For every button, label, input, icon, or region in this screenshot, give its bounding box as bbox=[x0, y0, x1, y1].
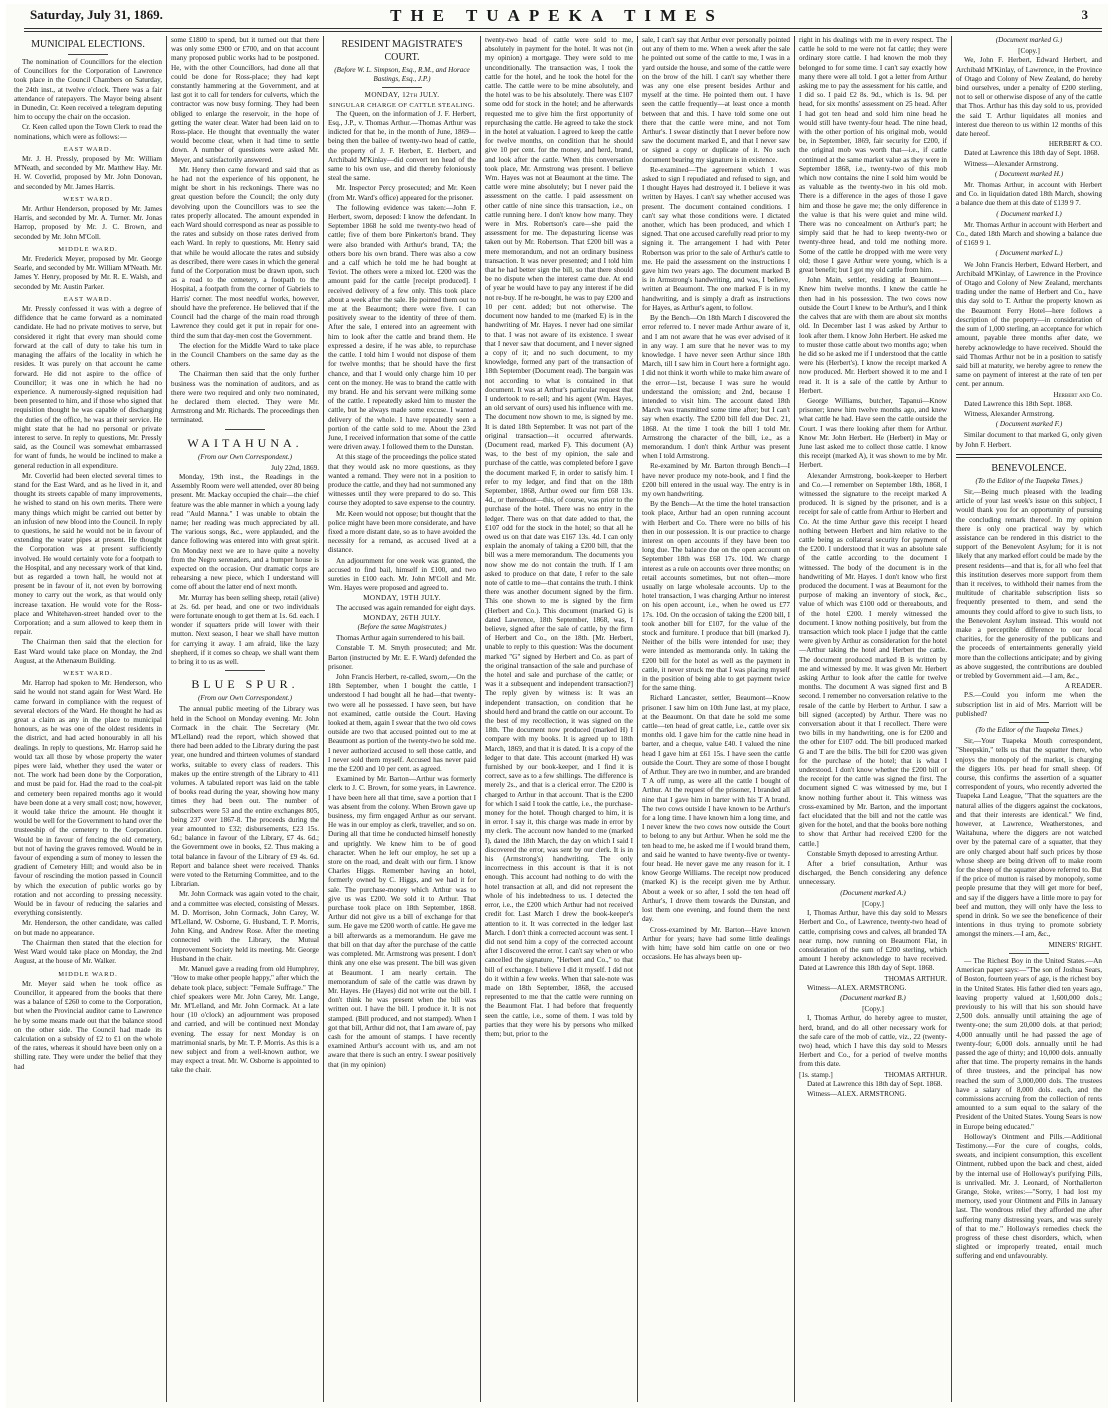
letter-salutation: (To the Editor of the Tuapeka Times.) bbox=[975, 476, 1083, 485]
signature: Herbert and Co. bbox=[1053, 390, 1102, 399]
article-paragraph: The nomination of Councillors for the election of Councillors for the Corporation of Lawrence took place in the Council Chambers on Saturday, the 24th inst., at twelve o'clock. There was a fair attendance of ratepayers. The Mayor being absent in Dunedin, Cr. Keen received a telegram deputing him to occupy the chair on the occasion. bbox=[14, 58, 162, 122]
article-paragraph: John Main, settler, residing at Beaumont—Knew him twelve months. I knew the cattle he then had in his possession. The two cows now outside the Court I knew to be Arthur's, and I think the calves that are with them are about six months old. In December last I was asked by Arthur to look after them. I know John Herbert. He asked me to muster those cattle about two months ago; when he did so he asked me if I understood that the cattle were his (Herbert's). I know the receipt marked A now produced. Mr. Herbert showed it to me and I read it. It is a sale of the cattle by Arthur to Herbert. bbox=[799, 276, 947, 395]
stamp-note bbox=[799, 1071, 947, 1080]
court-magistrates: (Before W. L. Simpson, Esq., R.M., and Horace Bastings, Esq., J.P.) bbox=[334, 66, 470, 84]
column-5 bbox=[642, 36, 790, 1402]
column-divider bbox=[951, 36, 952, 1402]
document-text: Mr. Thomas Arthur, in account with Herbert and Co. in liquidation dated 18th March, showing a balance due them at this date of £139 9 7. bbox=[956, 181, 1102, 208]
letter-salutation: (To the Editor of the Tuapeka Times.) bbox=[975, 726, 1083, 735]
signature: THOMAS ARTHUR. bbox=[884, 1070, 947, 1079]
article-paragraph: right in his dealings with me in every respect. The cattle he sold to me were not fat cattle; they were ordinary store cattle. I had known the mob they belonged to for some time. I can't say exactly how many there were all told. I got a letter from Arthur asking me to pay the assessment for his cattle, and I did so. I paid £2 8s. 9d., which is 1s. 9d. per head, for six months' assessment on 25 head. After I had got ten head and sold him nine head he would still have twenty-four head. The nine head, with the other portion of his original mob, would be, in September, 1869, fair security for £200, if the original mob was worth that—i.e., if cattle continued at the same market value as they were in September 1868, i.e., twenty-two of this mob which now contains the nine I sold him would be as valuable as the twenty-two in his old mob. There is a difference in the ages of those I gave him and those he gave me; the only difference in the value is that his were quiet and mine wild. There was no concealment on Arthur's part; he simply said that he had to keep twenty-two or twenty-three head, and told me nothing more. Some of the cattle he dropped with me were very old; those I gave Arthur were young, which is a great benefit; but I got my old cattle from him. bbox=[799, 36, 947, 275]
column-divider bbox=[637, 36, 638, 1402]
article-paragraph: Mr. Frederick Meyer, proposed by Mr. George Searle, and seconded by Mr. William M'Neath. Mr. James Y. Henry, proposed by Mr. R. E. Walsh, and seconded by Mr. Austin Parker. bbox=[14, 255, 162, 291]
column-7 bbox=[956, 36, 1102, 1402]
article-paragraph: After a brief consultation, Arthur was discharged, the Bench considering any defence unnecessary. bbox=[799, 860, 947, 887]
article-paragraph: Mr. Meyer said when he took office as Councillor, it appeared from the books that there was a balance of £260 to come to the Corporation, but when the Provincial auditor came to Lawrence he by some means made out that the balance stood on the other side. The Council had made its calculation on a subsidy of £2 to £1 on the whole of the rates, whereas it should have been only on a shilling rate. They were under the belief that they had bbox=[14, 979, 162, 1071]
article-paragraph: Mr. Keen would not oppose; but thought that the police might have been more considerate, and have fixed a more distant date, so as to have avoided the necessity for a remand, as accused lived at a distance. bbox=[328, 509, 476, 555]
document-label: ( Document marked H.) bbox=[994, 169, 1064, 178]
article-paragraph: twenty-two head of cattle were sold to me, absolutely in payment for the hotel. It was not (in my opinion) a mortgage. They were sold to me unconditionally. The transaction was, I took the cattle for the hotel, and he took the hotel for the cattle. The cattle were to be mine absolutely, and the hotel was to be his absolutely. There was £107 some odd for stock in the hotel; and he afterwards requested me to give him the first opportunity of repurchasing the cattle. He agreed to take the stock in the hotel at valuation. I agreed to keep the cattle for twelve months, on condition that he should give 10 per cent. for the money, and herd, brand, and look after the cattle. When this conversation took place, Mr. Armstrong was present. I believe Wm. Hayes was not at Beaumont at the time. The cattle were mine absolutely; but I never paid the assessment on the cattle. I paid assessment on other cattle of nine since this transaction, i.e., on cattle running here. I don't know how many. They were in Mrs. Robertson's care—she paid the assessment for me. The depasturing license was taken out by Mr. Robertson. That £200 bill was a mere memorandum, and not an ordinary business transaction. It was never presented; and I told him that he had better sign the bill, so that there should be no dispute when the interest came due. At end of year he would have to pay any interest if he did not re-buy. If he re-bought, he was to pay £200 and 10 per cent. added; but not otherwise. The document now handed to me (marked E) is in the handwriting of Mr. Hayes. I never had one similar to that. I was not aware of its existence. I swear that I never saw that document, and I never signed a copy of it; and no such document, to my knowledge, formed any part of the transaction of 18th September (Document read). The bargain was not according to what is contained in that document. It was at Arthur's particular request that I undertook to re-sell; and his agent (Wm. Hayes, an old servant of ours) used his influence with me. The document now shown to me, is signed by me. It is dated 18th September. It was not part of the original transaction—it occurred afterwards. (Document read, marked F). This document (A) was, to the best of my opinion, the sale and purchase of the cattle, was completed before I gave the document marked F, in order to satisfy him. I refer to my ledger, and find that on the 18th September, 1868, Arthur owed our firm £68 13s. 4d., or thereabout—this, of course, was prior to the purchase of the hotel. There was no entry in the ledger. There was on that date added to that, the £107 odd for the stock in the hotel; so that all he owed us on that date was £167 13s. 4d. I can only explain the anomaly of taking a £200 bill, that the bill was a mere memorandum. The documents you now show me do not contain the truth. If I am asked to produce on that date, I refer to the sale note of cattle to me—that contains the truth. I think there was another document signed by the firm. This one shown to me is signed by the firm (Herbert and Co.). This document (marked G) is dated Lawrence, 18th September, 1868, was, I believe, signed after the sale of cattle, by the firm of Herbert and Co., on the 18th. [Mr. Herbert, unable to reply to this question: Was the document marked "G" signed by Herbert and Co. as part of the original transaction of the sale and purchase of the hotel and sale and purchase of the cattle; or was it a subsequent and independent transaction?] The reply given by witness is: It was an independent transaction, on condition that he should herd and brand the cattle on our account. To the best of my recollection, it was signed on the 18th. The document now produced (marked H) I compare with my books. It is agreed up to 18th March, 1869, and that it is dated. It is a copy of the ledger to that date. This account (marked H) was furnished by our book-keeper, and I find it is correct, save as to a few shillings. The difference is merely 2s., and that is a clerical error. The £200 is charged to Arthur in that account. That is the £200 for which I said I took the cattle, i.e., the purchase-money for the hotel. Though charged to him, it is in error. I say it, this charge was made in error by my clerk. The account now handed to me (marked I), dated the 18th March, the day on which I said I discovered the error, was sent by our clerk. It is in his (Armstrong's) handwriting. The only incorrectness in this account is that it is not enough. This account had nothing to do with the hotel transaction at all, and did not represent the whole of his indebtedness to us. I detected the error, i.e., the £200 which Arthur had not received credit for. Last March I drew the book-keeper's attention to it. It was corrected in the ledger last March. I don't think a corrected account was sent. I did not send him a copy of the corrected account after I discovered the error. I can't say when or who cancelled the signature, "Herbert and Co.," to that bill of exchange. I believe I did it myself. I did not do it within a few weeks. When that sale-note was made on 18th September, 1868, the accused represented to me that the cattle were running on the Beaumont Flat. I had before that frequently seen the cattle, i.e., some of them. I was told by parties that they were his by persons who milked them; but, prior to the bbox=[485, 36, 633, 1038]
masthead-rule-2 bbox=[24, 31, 1102, 32]
document-label: (Document marked G.) bbox=[995, 36, 1063, 44]
witness-line: Witness, Alexander Armstrong. bbox=[964, 409, 1055, 418]
dated-line: Dated at Lawrence this 18th day of Sept. 1868. bbox=[964, 149, 1100, 158]
article-paragraph: Mr. Manuel gave a reading from old Humphrey, "How to make other people happy," after which the debate took place, subject: "Female Suffrage." The chief speakers were Mr. John Carey, Mr. Lange, Mr. M'Lelland, and Mr. John Cormack. At a late hour (10 o'clock) an adjournment was proposed and carried, and will be continued next Monday evening. The essay for next Monday is on matrimonial snarls, by Mr. T. P. Morris. As this is a new subject and from a well-known author, we may expect a treat. Mr. W. Osborne is appointed to take the chair. bbox=[171, 965, 319, 1075]
column-6 bbox=[799, 36, 947, 1402]
article-paragraph: Mr. Inspector Percy prosecuted; and Mr. Keen (from Mr. Ward's office) appeared for the prisoner. bbox=[328, 184, 476, 202]
issue-date: Saturday, July 31, 1869. bbox=[30, 7, 163, 22]
article-paragraph: Mr. Coverlid had been elected several times to stand for the East Ward, and as he lived in it, and thought its streets capable of many improvements, he wished to stand on his own merits. There were many things which might be carried out better by an infusion of new blood into the Council. In reply to questions, he said he would not be in favour of extending the water pipes at present. He thought the Corporation was at present sufficiently involved. He would certainly vote for a footpath to the Hospital, and any necessary work of that kind, but as regarded a town hall, he would not at present be in favour of it, not even by borrowing money to carry out the work, as that would only increase taxation. He would vote for the Ross-place and Whitehaven-street handed over to the Corporation; and a sum allowed to keep them in repair. bbox=[14, 471, 162, 637]
column-divider bbox=[166, 36, 167, 1402]
masthead bbox=[6, 4, 1108, 28]
column-divider bbox=[480, 36, 481, 1402]
dated-line: Dated Lawrence this 18th Sept. 1868. bbox=[964, 399, 1073, 408]
copy-label: [Copy.] bbox=[1018, 47, 1040, 56]
newspaper-page bbox=[6, 4, 1108, 1408]
blue-spur-heading: BLUE SPUR. bbox=[191, 677, 299, 692]
article-paragraph: At this stage of the proceedings the police stated that they would ask no more questions, as they wanted a remand. They were not in a position to produce the cattle, and they had not summoned any witnesses until they were prepared to do so. This course they adopted to save expense to the country. bbox=[328, 453, 476, 508]
divider bbox=[382, 87, 422, 88]
article-paragraph: Constable Smyth deposed to arresting Arthur. bbox=[807, 849, 938, 858]
court-date: MONDAY, 12th JULY. bbox=[364, 91, 440, 100]
correspondent-line: (From our Own Correspondent.) bbox=[197, 452, 293, 461]
ward-heading: MIDDLE WARD. bbox=[58, 245, 118, 253]
news-item: — The Richest Boy in the United States.—An American paper says:—"The son of Joshua Sears, of Boston, fourteen years of age, is the richest boy in the United States. His father died ten years ago, leaving property valued at 1,600,000 dols.; previously to his will that his son should have 2,500 dols. annually until attaining the age of twenty-one; the sum 20,000 dols. at that period; 4,000 annually until he had passed the age of twenty-four; 6,000 dols. annually until he had passed the age of thirty; and 10,000 dols. annually after that time. The property remains in the hands of three trustees, and the principal has now reached the sum of 3,000,000 dols. The trustees have a salary of 8,000 dols. each, and the commissions accruing from the collection of rents amounted to a sum equal to the salary of the President of the United States. Young Sears is now in Europe being educated." bbox=[956, 956, 1102, 1131]
article-paragraph: By the Bench—On 18th March I discovered the error referred to. I never made Arthur aware of it, and I am not aware that he was ever advised of it in any way. I am sure that he never was to my knowledge. I have never seen Arthur since 18th March, till I saw him in Court here a fortnight ago. I did not think it worth while to make him aware of the error—1st, because I was sure he would understand the omission; and 2nd, because I intended to visit him. The account dated 18th March was transmitted some time after; but I can't say when exactly. The £200 bill fell due Dec. 21, 1868. At the time I took the bill I told Mr. Armstrong the character of the bill, i.e., as a memorandum. I don't think Arthur was present when I told Armstrong. bbox=[642, 314, 790, 461]
article-paragraph: Mr. John Cormack was again voted to the chair, and a committee was elected, consisting of Messrs. M. D. Morrison, John Cormack, John Carey, W. M'Lelland, W. Osborne, G. Husband, T. P. Morris, John King, and Andrew Rose. After the meeting connected with the Library, the Mutual Improvement Society held its meeting. Mr. George Husband in the chair. bbox=[171, 890, 319, 963]
court-magistrates: (Before the same Magistrates.) bbox=[357, 622, 447, 631]
signature: THOMAS ARTHUR. bbox=[884, 974, 947, 983]
article-paragraph: Mr. J. H. Pressly, proposed by Mr. William M'Neath, and seconded by Mr. Matthew Hay. Mr. H. W. Coverlid, proposed by Mr. John Donovan, and seconded by Mr. James Harris. bbox=[14, 155, 162, 191]
article-paragraph: Richard Lancaster, settler, Beaumont—Know prisoner. I saw him on 10th June last, at my place, at the Beaumont. On that date he sold me some cattle—ten head of great cattle, i.e., cattle over six months old. I gave him for the cattle nine head in barter, and a cheque, value £40. I valued the nine head I gave him at £61 15s. I have seen the cattle outside the Court. They are some of those I bought of Arthur. They are two in number, and are branded T A off rump, as were all the cattle I bought of Arthur. At the request of the prisoner, I branded all nine that I gave him in barter with his T A brand. The two cows outside I have known to be Arthur's for a long time. I have known him a long time, and I never knew the two cows now outside the Court to belong to any but Arthur. When he sold me the ten head to me, he asked me if I would brand them, and said he wanted to have twenty-five or twenty-four head. He never gave me any reason for it. I know George Williams. The receipt now produced (marked K) is the receipt given me by Arthur. About a week or so after, I sold the ten head off Arthur's, I drove them towards the Dunstan, and lost them one evening, and found them the next day. bbox=[642, 694, 790, 924]
ward-heading: MIDDLE WARD. bbox=[58, 970, 118, 978]
benevolence-heading: BENEVOLENCE. bbox=[991, 462, 1067, 474]
divider bbox=[68, 54, 108, 55]
document-text: We, John F. Herbert, Edward Herbert, and Archibald M'Kinlay, of Lawrence, in the Province of Otago and Colony of New Zealand, do hereby bind ourselves, under a penalty of £200 sterling, not to sell or otherwise dispose of any of the cattle that Thos. Arthur has this day sold to us, provided the said T. Arthur liquidates all monies and interest due thereon to us within 12 months of this date hereof. bbox=[956, 56, 1102, 139]
article-paragraph: The Queen, on the information of J. F. Herbert, Esq., J.P., v. Thomas Arthur.—Thomas Arthur was indicted for that he, in the month of June, 1869—being then the bailee of twenty-two head of cattle, the property of J. F. Herbert, E. Herbert, and Archibald M'Kinlay—did convert ten head of the same to his own use, and did thereby feloniously steal the same. bbox=[328, 109, 476, 183]
signature: HERBERT & CO. bbox=[1048, 140, 1102, 149]
divider bbox=[225, 670, 265, 671]
article-paragraph: sale, I can't say that Arthur ever personally pointed out any of them to me. When a week after the sale he pointed out some of the cattle to me, I was in a yard outside the house, and some of the cattle were on the brow of the hill. I can't say whether there was any one else present besides Arthur and myself at the time. He pointed them out. I have seen the cattle frequently—at least once a month between that and this. I have told some one out there that the cattle were mine, and not Tom Arthur's. I swear distinctly that I never before now saw the document marked E, and that I never saw or signed a copy or duplicate of it. No such document bearing my signature is in existence. bbox=[642, 36, 790, 164]
article-paragraph: Mr. Murray has been selling sheep, retail (alive) at 2s. 6d. per head, and one or two individuals were fortunate enough to get them at 1s. 6d. each. I wonder if squatters pride will lower with their mutton. Next season, I hear we shall have mutton for carrying it away. I am afraid, like the lazy shepherd, if it comes so cheap, we shall want them to bring it to us as well. bbox=[171, 593, 319, 666]
case-title: SINGULAR CHARGE OF CATTLE STEALING. bbox=[329, 101, 475, 109]
article-paragraph: By the Bench—At the time the hotel transaction took place, Arthur had an open running account with Herbert and Co. There were no bills of his then in our possession. It is our practice to charge interest on open accounts if they have been too long due. The balance due on the open account on September 18th was £68 17s. 10d. We charge interest as a rule on accounts over three months; on retail accounts sometimes, but not often—more usually on large wholesale accounts. Up to the hotel transaction, I was charging Arthur no interest on his open account, i.e., when he owed us £77 17s. 10d. On the occasion of taking the £200 bill, I took another bill for £107, for the value of the stock and furniture. I produce that bill (marked J). Neither of the bills were intended for use; they were intended as memoranda only. In taking the £200 bill for the hotel as well as the payment in cattle, it never struck me that I was placing myself in the position of being able to get payment twice for the same thing. bbox=[642, 500, 790, 693]
article-paragraph: Alexander Armstrong, book-keeper to Herbert and Co.—I remember on September 18th, 1868, I witnessed the signature to the receipt marked A produced. It is signed by the prisoner, and is a receipt for sale of cattle from Arthur to Herbert and Co. At the time Arthur gave this receipt I heard nothing between Herbert and him relative to the cattle being as collateral security for payment of the £200. I understood that it was an absolute sale of the cattle according to the document I witnessed. The body of the document is in the handwriting of Mr. Hayes. I don't know who first produced the document. I was at Beaumont for the purpose of making an inventory of stock, &c., value of which was £100 odd or thereabouts, and of the hotel £200. I merely witnessed the document. I know nothing positively, but from the transaction which took place I judge that the cattle were given by Arthur as consideration for the hotel—Arthur taking the hotel and Herbert the cattle. The document produced marked B is written by me and witnessed by me. It was given Mr. Herbert asking Arthur to look after the cattle for twelve months. The document A was signed first and B second. I remember no conversation relative to the resale of the cattle by Herbert to Arthur. I saw a bill signed (accepted) by Arthur. There was no conversation about it that I recollect. There were two bills in my handwriting, one is for £200 and the other for £107 odd. The bill produced marked G and T are the bills. The bill for £200 was given for the purchase of the hotel; that is what I understood. I don't know whether the £200 bill or the receipt for the cattle was signed the first. The document signed C was witnessed by me, but I know nothing further about it. This witness was cross-examined by Mr. Barton, and the important fact elucidated that the bill and not the cattle was given for the hotel, and that the books bore nothing to show that Arthur had received £200 for the cattle.] bbox=[799, 471, 947, 848]
ward-heading: EAST WARD. bbox=[63, 295, 113, 303]
document-text: We John Francis Herbert, Edward Herbert, and Archibald M'Kinlay, of Lawrence in the Province of Otago and Colony of New Zealand, merchants trading under the name of Herbert and Co., have this day sold to T. Arthur the property known as the Beaumont Ferry Hotel—here follows a description of the property—in consideration of the sum of 1,000 sterling, an acceptance for which amount, payable three months after date, we hereby acknowledge to have received. Should the said Thomas Arthur not be in a position to satisfy said bill at maturity, we hereby agree to renew the same on payment of interest at the rate of ten per cent. per annum. bbox=[956, 260, 1102, 389]
column-3 bbox=[328, 36, 476, 1402]
article-paragraph: Mr. Henderson, the other candidate, was called on but made no appearance. bbox=[14, 919, 162, 937]
article-paragraph: Mr. Harrop had spoken to Mr. Henderson, who said he would not stand again for West Ward. He came forward in compliance with the request of several electors of the Ward. He thought he had as great a claim as any in the place to municipal honours, as he was one of the oldest residents in the district, and had acted honourably in all his dealings. In reply to questions, Mr. Harrop said he would tax all those by whose property the water pipes were laid, whether they used the water or not. The work had been done by the Corporation, and must be paid for. Had the road to the coal-pit and cemetery been repaired months ago it would have been done at a very small cost; now, however, it would take thrice the amount. He thought it would be well for the Government to hand over the trusteeship of the cemetery to the Corporation. Would be in favour of fencing the old cemetery, but not of having the graves removed. Would be in favour of expending a sum of money to lessen the gradient of Cemetery Hill; and would also be in favour of rescinding the motion passed in Council by which the execution of public works go by rotation and not according to pressing necessity. Would be in favour of reducing the salaries and everything consistently. bbox=[14, 679, 162, 918]
article-paragraph: George Williams, butcher, Tapanui—Know prisoner; knew him twelve months ago, and knew what cattle he had. Have seen the cattle outside the Court. I was there looking after them for Arthur. Know Mr. John Herbert. He (Herbert) in May or June last asked me to collect those cattle. I know this receipt (marked A), it was shown to me by Mr. Herbert. bbox=[799, 396, 947, 470]
newspaper-title: THE TUAPEKA TIMES bbox=[390, 6, 724, 25]
article-paragraph: An adjournment for one week was granted, the accused to find bail, himself in £100, and two sureties in £100 each. Mr. John M'Coll and Mr. Wm. Hayes were proposed and agreed to. bbox=[328, 556, 476, 593]
article-paragraph: Cross-examined by Mr. Barton—Have known Arthur for years; have had some little dealings with him; have sold him cattle on one or two occasions. He has always been up- bbox=[642, 925, 790, 962]
column-divider bbox=[323, 36, 324, 1402]
copy-label: [Copy.] bbox=[862, 899, 884, 908]
column-2 bbox=[171, 36, 319, 1402]
article-paragraph: The Chairman then stated that the election for West Ward would take place on Monday, the 2nd August, at the house of Mr. Walker. bbox=[14, 938, 162, 966]
article-paragraph: Examined by Mr. Barton—Arthur was formerly clerk to J. C. Brown, for some years, in Lawrence. I have been here all that time, save a portion that I was absent from the colony. When Brown gave up business, my firm engaged Arthur as our servant. He was in our employ as clerk, traveller, and so on. During all that time he conducted himself honestly and uprightly. We knew him to be of good character. When he left our employ, he set up a store on the road, and dealt with our firm. I know Charles Higgs. Remember having an hotel, formerly owned by C. Higgs, and we had it for sale. The purchase-money which Arthur was to give us was £200. We sold it to Arthur. That purchase took place on 18th September, 1868. Arthur did not give us a bill of exchange for that sum. He gave me £200 worth of cattle. He gave me a bill afterwards as a memorandum. He gave me that bill on that day after the purchase of the cattle was completed. Mr. Armstrong was present. I don't think any one else was present. The bill was given at Beaumont. I am nearly certain. The memorandum of sale of the cattle was drawn by Mr. Hayes. He (Hayes) did not write out the bill. I don't think he was present when the bill was written out. I have the bill. I produce it. It is not stamped. (Bill produced, and not stamped). When I got that bill, Arthur did not, that I am aware of, pay cash for the amount of stamps. I have recently examined Arthur's account with us, and am not aware that there is such an entry. I swear positively that (in my opinion) bbox=[328, 775, 476, 1069]
court-date: MONDAY, 19TH JULY. bbox=[363, 594, 441, 603]
article-paragraph: The following evidence was taken:—John F. Herbert, sworn, deposed: I know the defendant. In September 1868 he sold me twenty-two head of cattle; five of them bore Pinkerton's brand. They were also branded with Arthur's brand, TA; the others bore his own brand. There was also a cow and a calf which he told me he had bought at Teviot. The others were a mixed lot. £200 was the amount paid for the cattle [receipt produced]. I received delivery of a few only. This took place about a week after the sale. He pointed them out to me at the Beaumont; there were five. I can positively swear to the identity of three of them. After the sale, I entered into an agreement with him to look after the cattle and brand them. He expressed a desire, if he was able, to repurchase the cattle. I told him I would not dispose of them for twelve months; that he should have the first chance, and that I would only charge him 10 per cent on the money. He was to brand the cattle with my brand. He and his servant were milking some of the cattle. I repeatedly asked him to muster the cattle, but he always made some excuse. I wanted delivery of the whole. I have repeatedly seen a portion of the cattle sold to me. About the 23rd June, I received information that some of the cattle were driven away. I followed them to the Dunstan. bbox=[328, 203, 476, 452]
article-paragraph: Cr. Keen called upon the Town Clerk to read the nominations, which were as follows:— bbox=[14, 123, 162, 141]
letter-text: Sir,—Being much pleased with the leading article of your last week's issue on this subject, I would thank you for an opportunity of pursuing the concluding remark thereof. In my opinion there is only one practical way by which assistance can be rendered in this district to the support of the Benevolent Asylum; for it is not likely that any marked effort could be made by the present residents—and that is, for all who feel that this institution deserves more support from them than it receives, to withhold their names from the multitude of charitable subscription lists so frequently presented to them, and send the amounts they could afford to give to such lists, to the Benevolent Asylum instead. This would not make a perceptible difference to our local charities, for the generosity of the publicans and the proceeds of entertainments generally yield more than the collections anticipate; and by giving as above suggested, the contributions are doubled or trebled by Government aid.—I am, &c., bbox=[956, 487, 1102, 680]
article-paragraph: The annual public meeting of the Library was held in the School on Monday evening. Mr. John Cormack in the chair. The Secretary (Mr. M'Lelland) read the report, which showed that there had been added to the Library during the past year, one hundred and thirteen volumes of standard works, suitable to every class of readers. This makes up the entire strength of the Library to 411 volumes. A tabulated report was laid on the table of books read during the year, showing how many times they had been out. The number of subscribers were 53 and the entire exchanges 805, being 237 over 1867-8. The proceeds during the year amounted to £32; disbursements, £23 15s. 6d.; balance in favour of the Library, £7 4s. 6d.; the Government owe in books, £2. Thus making a total balance in favour of the Library of £9 4s. 6d. Report and balance sheet were received. Thanks were voted to the Returning Committee, and to the Librarian. bbox=[171, 705, 319, 889]
dated-line: Dated at Lawrence this 18th day of Sept. 1868. bbox=[807, 1079, 943, 1088]
article-paragraph: Constable T. M. Smyth prosecuted; and Mr. Barton (instructed by Mr. E. F. Ward) defended the prisoner. bbox=[328, 644, 476, 671]
municipal-elections-heading: MUNICIPAL ELECTIONS. bbox=[31, 39, 145, 50]
article-paragraph: Mr. Henry then came forward and said that as he had not the experience of his opponent, he might be short in his reckonings. There was no great question before the Council; the only duty devolving upon the Councillors was to see the rates properly allocated. The amount expended in each Ward should correspond as near as possible to the rates and subsidy on those rates derived from each Ward. In reply to questions, Mr. Henry said that while he would allocate the rates and subsidy as described, there were cases in which the general fund of the Corporation must be drawn upon, such as a road to the cemetery, a footpath to the Hospital, a footpath from the corner of Gabriels to Harris' corner. The most needful works, however, should have the preference. He believed that if the Council had the charge of the main road through Lawrence they could get it put in repair for one-third the sum that day-men cost the Government. bbox=[171, 165, 319, 340]
document-text: Similar document to that marked G, only given by John F. Herbert. bbox=[956, 431, 1102, 449]
letter-text: Sir,—Your Tuapeka Mouth correspondent, "Sheepskin," tells us that the squatter there, who enjoys the monopoly of the market, is charging the diggers 10s. per head for small sheep. Of course, this confirms the assertion of a squatter correspondent of yours, who recently adverted the Tuapeka Land League, "That the squatters are the natural allies of the diggers against the cockatoos, and that their interests are identical." We find, however, at Lawrence, Weatherstones, and Waitahuna, where the diggers are not watched over by the paternal care of a squatter, that they are only charged about half such prices by those whose sheep are being driven off to make room for the sheep of the squatter above referred to. But if the price of mutton is raised by monopoly, some people presume that they will get more for beef, and say if the diggers have a little more to pay for beef and mutton, they will only have the less to spend in drink. So we see the beneficence of their intentions in thus trying to promote sobriety amongst the miners.—I am, &c., bbox=[956, 737, 1102, 939]
postscript: P.S.—Could you inform me when the subscription list in aid of Mrs. Marriott will be published? bbox=[956, 691, 1102, 718]
article-paragraph: The Chairman then said that the election for East Ward would take place on Monday, the 2nd August, at the Athenæum Building. bbox=[14, 638, 162, 665]
signature: MINERS' RIGHT. bbox=[1048, 940, 1102, 949]
stamp-label: [1s. stamp.] bbox=[799, 1070, 833, 1079]
court-date: MONDAY, 26TH JULY. bbox=[363, 613, 441, 622]
ward-heading: WEST WARD. bbox=[63, 670, 113, 677]
page-number: 3 bbox=[1081, 7, 1088, 22]
article-paragraph: The accused was again remanded for eight days. bbox=[336, 603, 476, 612]
article-paragraph: Thomas Arthur again surrendered to his bail. bbox=[336, 634, 465, 643]
article-paragraph: John Francis Herbert, re-called, sworn,—On the 18th September, when I bought the cattle, I understood I had bought all he had—that twenty-two were all he possessed. I have seen, but have not examined, cattle outside the Court. Having looked at them, again I swear that the two old cows outside are two that accused pointed out to me at Beaumont as portion of the twenty-two he sold me. I never authorized accused to sell those cattle, and I never sold them myself. Accused has never paid me the £200 and 10 per cent. as agreed. bbox=[328, 673, 476, 774]
column-1 bbox=[14, 36, 162, 1402]
divider bbox=[956, 454, 1102, 458]
dateline: July 22nd, 1869. bbox=[271, 463, 319, 472]
ward-heading: EAST WARD. bbox=[63, 145, 113, 153]
document-text: I, Thomas Arthur, have this day sold to Messrs Herbert and Co., of Lawrence, twenty-two head of cattle, comprising cows and calves, all branded TA near rump, now running on Beaumont Flat, in consideration of the sum of £200 sterling, which amount I hereby acknowledge to have received. Dated at Lawrence this 18th day of Sept. 1868. bbox=[799, 909, 947, 973]
document-label: ( Document marked L.) bbox=[995, 249, 1063, 258]
article-paragraph: The Chairman then said that the only further business was the nomination of auditors, and as there were two required and only two nominated, he declared them elected. They were Mr. Armstrong and Mr. Richards. The proceedings then terminated. bbox=[171, 370, 319, 425]
article-paragraph: Mr. Arthur Henderson, proposed by Mr. James Harris, and seconded by Mr. A. Turner. Mr. Jonas Harrop, proposed by Mr. J. C. Brown, and seconded by Mr. John M'Coll. bbox=[14, 205, 162, 241]
copy-label: [Copy.] bbox=[862, 1005, 884, 1014]
document-label: (Document marked A.) bbox=[840, 888, 906, 897]
article-paragraph: Re-examined—The agreement which I was asked to sign I repudiated and refused to sign, and I thought Hayes had destroyed it. I believe it was written by Hayes. I can't say whether accused was present. The document contained conditions. I can't say what those conditions were. I dictated another, which has been produced, and which I signed. That one accused carefully read prior to my signing it. The arrangement I had with Peter Robertson was prior to the sale of Arthur's cattle to me. He paid the assessment on the instructions I gave him two years ago. The document marked B is in Armstrong's handwriting, and was, I believe, written at Beaumont. The one marked F is in my handwriting, and is simply a draft as instructions for Hayes, as Arthur's agent, to follow. bbox=[642, 165, 790, 312]
signature: A READER. bbox=[1064, 682, 1102, 691]
waitahuna-heading: WAITAHUNA. bbox=[187, 435, 303, 450]
document-label: ( Document marked F.) bbox=[995, 420, 1063, 429]
witness-line: Witness—ALEX. ARMSTRONG. bbox=[807, 983, 907, 992]
witness-line: Witness—Alexander Armstrong. bbox=[964, 159, 1059, 168]
document-text: I, Thomas Arthur, do hereby agree to muster, herd, brand, and do all other necessary work for the safe care of the mob of cattle, viz., 22 (twenty-two) head, which I have this day sold to Messrs Herbert and Co., for a period of twelve months from this date. bbox=[799, 1014, 947, 1069]
article-paragraph: Mr. Pressly confessed it was with a degree of diffidence that he came forward as a nominated candidate. He had no private motives to serve, but considered it right that every man should come forward at the call of duty to take his turn in managing the affairs of the locality in which he resides. It was purely on that account he came forward. He did not aspire to the office of Councillor; it was one in which he had no experience. A numerously-signed requisition had been presented to him, and if those who signed that requisition thought he was capable of discharging the duties of the office, he was at their service. He might state that he had no personal or private interest to serve. In reply to questions, Mr. Pressly said, as the Council was somewhat embarrassed for want of funds, he would be inclined to make a general reduction in all expenditure. bbox=[14, 305, 162, 470]
article-paragraph: some £1800 to spend, but it turned out that there was only some £900 or £700, and on that account many proposed public works had to be postponed. He, with the other Councillors, had done all that could be done for Ross-place; they had kept constantly hammering at the Government, and at last got it to call for tenders for culverts, which the contractor was now busy forming. They had been obliged to enlarge the reservoir, in the hope of getting the water clear. Water had been laid on to Ross-place. He thought that eventually the water would become clear, when it had time to settle down. A number of questions were asked Mr. Meyer, and satisfactorily answered. bbox=[171, 36, 319, 164]
document-label: ( Document marked I.) bbox=[996, 209, 1062, 218]
correspondent-line: (From our Own Correspondent.) bbox=[197, 694, 293, 703]
article-paragraph: The election for the Middle Ward to take place in the Council Chambers on the same day as the others. bbox=[171, 341, 319, 369]
column-divider bbox=[794, 36, 795, 1402]
divider bbox=[1009, 953, 1049, 954]
masthead-rule bbox=[24, 28, 1102, 29]
witness-line: Witness—ALEX. ARMSTRONG. bbox=[807, 1089, 907, 1098]
ward-heading: WEST WARD. bbox=[63, 195, 113, 203]
article-paragraph: Re-examined by Mr. Barton through Bench—I have never produce my note-book, and I find the £200 bill entered in the usual way. The entry is in my own handwriting. bbox=[642, 462, 790, 498]
divider bbox=[225, 429, 265, 430]
court-heading: RESIDENT MAGISTRATE'S COURT. bbox=[341, 39, 463, 63]
document-text: Mr. Thomas Arthur in account with Herbert and Co., dated 18th March and showing a balance due of £169 9 1. bbox=[956, 220, 1102, 248]
column-4 bbox=[485, 36, 633, 1402]
document-label: (Document marked B.) bbox=[840, 993, 906, 1002]
advertisement-text: Holloway's Ointment and Pills.—Additional Testimony.—For the cure of coughs, colds, sweats, and incipient consumption, this excellent Ointment, rubbed upon the back and chest, aided by the internal use of Holloway's purifying Pills, is unrivalled. Mr. J. Leonard, of Northallerton Grange, Stoke, writes:—"Sorry, I had lost my memory, used your Ointment and Pills in January last. The wondrous relief they afforded me after suffering many distressing years, and was surely of that to me." Holloway's remedies check the progress of these chest disorders, which, when slighted or improperly treated, entail much suffering and end unfavourably. bbox=[956, 1132, 1102, 1261]
divider bbox=[1009, 722, 1049, 723]
article-paragraph: Monday, 19th inst., the Readings in the Assembly Room were well attended, over 80 being present. Mr. Mackay occupied the chair—the chief feature was the able manner in which a young lady read "Auld Manna." I was unable to obtain the name; her reading was much appreciated by all. The various songs, &c., were applauded, and the dance following was entered into with great spirit. On Monday next we are to have quite a novelty from the Negro serenaders, and a bumper house is expected on the occasion. Our dramatic corps are rehearsing a new piece, which I understand will come off about the latter end of next month. bbox=[171, 472, 319, 592]
